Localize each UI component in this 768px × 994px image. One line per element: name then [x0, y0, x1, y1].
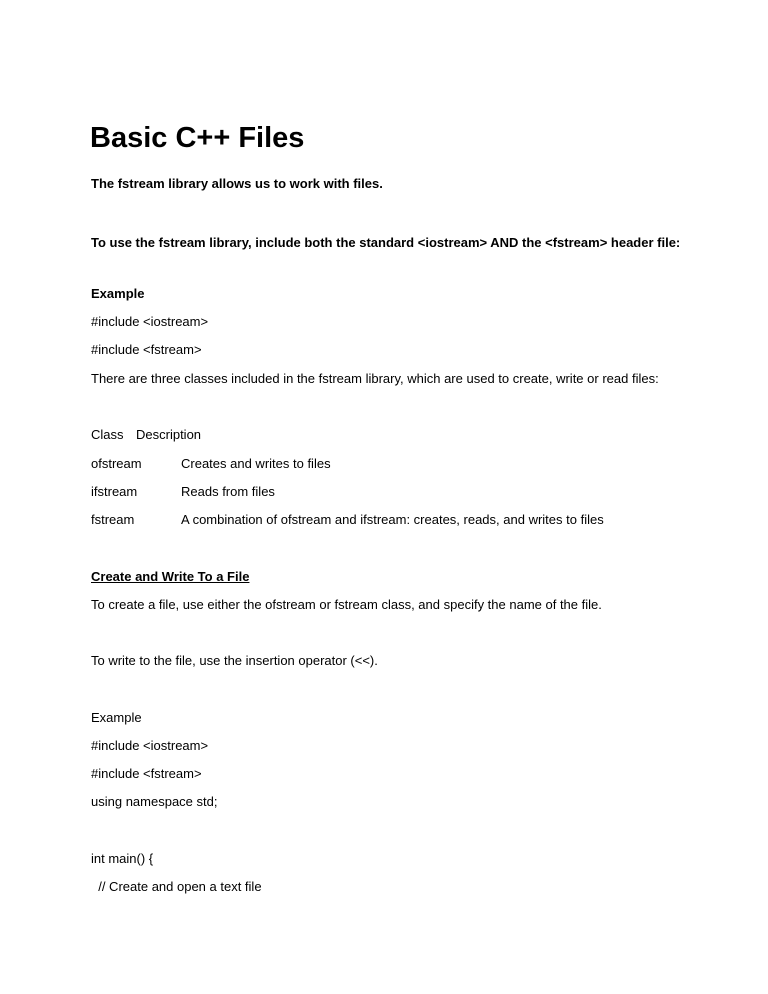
table-cell-class: fstream [91, 512, 135, 527]
classes-note: There are three classes included in the fstream library, which are used to create, write or read files: [91, 371, 659, 386]
table-cell-class: ofstream [91, 456, 142, 471]
example-heading: Example [91, 286, 145, 301]
table-header-description: Description [136, 427, 202, 442]
table-cell-description: Creates and writes to files [181, 456, 331, 471]
include-note: To use the fstream library, include both the standard <iostream> AND the <fstream> header file: [91, 235, 681, 250]
section-heading: Create and Write To a File [91, 569, 250, 584]
code-line: using namespace std; [91, 794, 218, 809]
intro-text: The fstream library allows us to work with files. [91, 176, 383, 191]
code-line: #include <iostream> [91, 314, 209, 329]
table-cell-description: A combination of ofstream and ifstream: creates, reads, and writes to files [181, 512, 604, 527]
page-title: Basic C++ Files [90, 122, 305, 154]
table-header-class: Class [91, 427, 124, 442]
table-cell-class: ifstream [91, 484, 138, 499]
code-line: #include <fstream> [91, 766, 202, 781]
code-line: // Create and open a text file [91, 879, 262, 894]
code-line: #include <iostream> [91, 738, 209, 753]
write-note: To write to the file, use the insertion operator (<<). [91, 653, 378, 668]
table-cell-description: Reads from files [181, 484, 275, 499]
code-line: #include <fstream> [91, 342, 202, 357]
create-note: To create a file, use either the ofstream or fstream class, and specify the name of the file. [91, 597, 602, 612]
example-heading-2: Example [91, 710, 142, 725]
code-line: int main() { [91, 851, 154, 866]
